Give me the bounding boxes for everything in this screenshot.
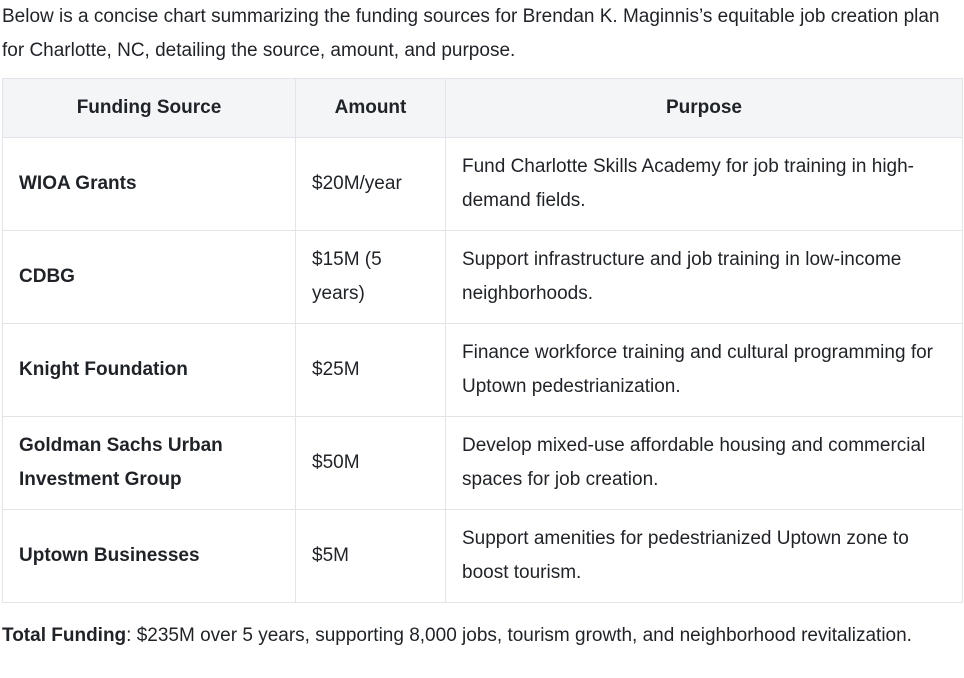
header-amount: Amount bbox=[296, 79, 446, 138]
table-header bbox=[3, 79, 963, 138]
funding-source-cell: CDBG bbox=[3, 231, 296, 324]
table-row bbox=[3, 417, 963, 510]
intro-paragraph: Below is a concise chart summarizing the funding sources for Brendan K. Maginnis’s equitable job creation plan for Charlotte, NC, detailing the source, amount, and purpose. bbox=[2, 6, 940, 61]
total-funding-paragraph bbox=[2, 619, 962, 653]
funding-table bbox=[2, 78, 963, 603]
table-row bbox=[3, 510, 963, 603]
funding-source-cell: Uptown Businesses bbox=[3, 510, 296, 603]
header-funding-source: Funding Source bbox=[3, 79, 296, 138]
amount-cell: $50M bbox=[296, 417, 446, 510]
header-row bbox=[3, 79, 963, 138]
amount-cell: $25M bbox=[296, 324, 446, 417]
amount-cell: $5M bbox=[296, 510, 446, 603]
funding-source-cell: Knight Foundation bbox=[3, 324, 296, 417]
table-row bbox=[3, 138, 963, 231]
funding-source-cell: WIOA Grants bbox=[3, 138, 296, 231]
purpose-cell: Support infrastructure and job training in low-income neighborhoods. bbox=[446, 231, 963, 324]
total-funding-text: : $235M over 5 years, supporting 8,000 jobs, tourism growth, and neighborhood revitalization. bbox=[126, 625, 912, 646]
amount-cell: $15M (5 years) bbox=[296, 231, 446, 324]
table-row bbox=[3, 324, 963, 417]
table-row bbox=[3, 231, 963, 324]
funding-source-cell: Goldman Sachs Urban Investment Group bbox=[3, 417, 296, 510]
amount-cell: $20M/year bbox=[296, 138, 446, 231]
total-funding-label: Total Funding bbox=[2, 625, 127, 646]
purpose-cell: Fund Charlotte Skills Academy for job training in high-demand fields. bbox=[446, 138, 963, 231]
purpose-cell: Finance workforce training and cultural programming for Uptown pedestrianization. bbox=[446, 324, 963, 417]
table-body bbox=[3, 138, 963, 603]
purpose-cell: Support amenities for pedestrianized Uptown zone to boost tourism. bbox=[446, 510, 963, 603]
purpose-cell: Develop mixed-use affordable housing and commercial spaces for job creation. bbox=[446, 417, 963, 510]
header-purpose: Purpose bbox=[446, 79, 963, 138]
